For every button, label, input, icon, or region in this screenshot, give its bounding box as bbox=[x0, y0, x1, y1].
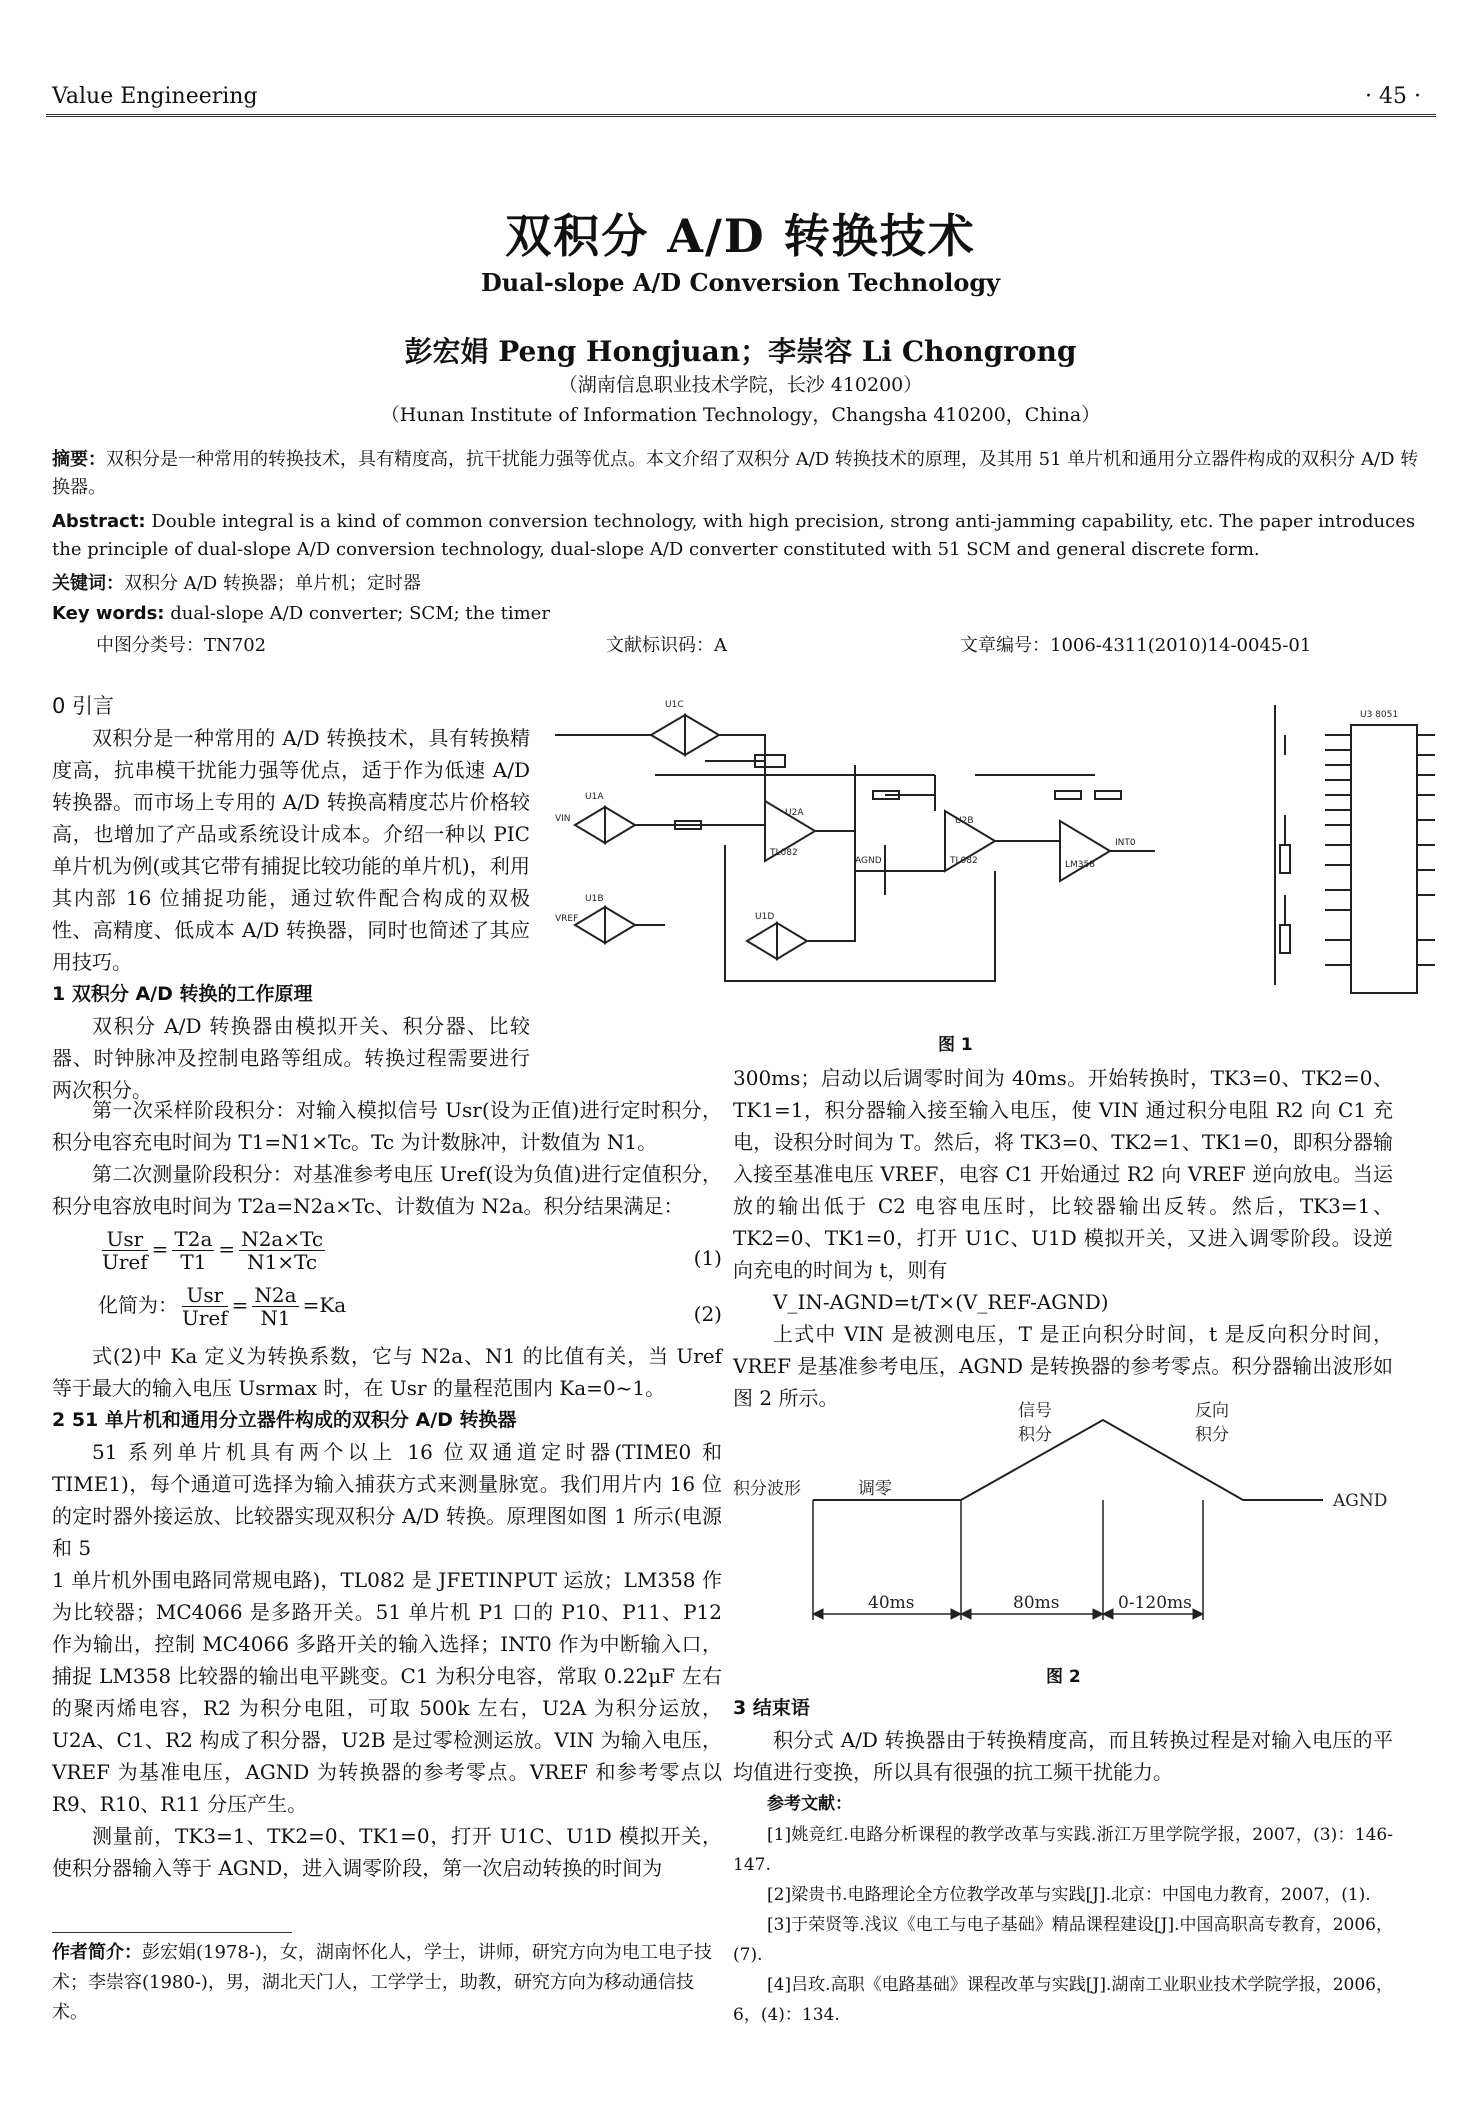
paragraph-second-integration: 第二次测量阶段积分：对基准参考电压 Uref(设为负值)进行定值积分，积分电容放电时间为 T2a=N2a×Tc、计数值为 N2a。积分结果满足： bbox=[52, 1162, 722, 1218]
u1d-switch bbox=[747, 923, 777, 959]
label-80ms: 80ms bbox=[1013, 1593, 1060, 1613]
paragraph-intro: 双积分是一种常用的 A/D 转换技术，具有转换精度高，抗串模干扰能力强等优点，适于作为低速 A/D 转换器。而市场上专用的 A/D 转换高精度芯片价格较高，也增加了产品或系统设计成本。介绍一种以 PIC 单片机为例(或其它带有捕捉比较功能的单片机)，利用其内部 16 位捕捉功能，通过软件配合构成的双极性、高精度、低成本 A/D 转换器，同时也简述了其应用技巧。 bbox=[52, 726, 530, 974]
paragraph-principle: 双积分 A/D 转换器由模拟开关、积分器、比较器、时钟脉冲及控制电路等组成。转换过程需要进行两次积分。 bbox=[52, 1014, 530, 1102]
eq1-frac-1 bbox=[102, 1228, 148, 1273]
label-int0: INT0 bbox=[1115, 838, 1136, 848]
eq1-num-3: N2a×Tc bbox=[241, 1227, 324, 1251]
reference-item: [3]于荣贤等.浅议《电工与电子基础》精品课程建设[J].中国高职高专教育，2006，(7). bbox=[733, 1915, 1393, 1965]
paragraph-conversion: 300ms；启动以后调零时间为 40ms。开始转换时，TK3=0、TK2=0、TK1=1，积分器输入接至输入电压，使 VIN 通过积分电阻 R2 向 C1 充电，设积分时间为 T。然后，将 TK3=0、TK2=1、TK1=0，即积分器输入接至基准电压 VREF，电容 C1 开始通过 R2 向 VREF 逆向放电。当运放的输出低于 C2 电容电压时，比较器输出反转。然后，TK3=1、TK2=0、TK1=0，打开 U1C、U1D 模拟开关，又进入调零阶段。设逆向充电的时间为 t，则有 bbox=[733, 1066, 1393, 1282]
resistor-r10 bbox=[1280, 925, 1290, 953]
abstract-cn-label: 摘要： bbox=[52, 449, 106, 470]
affiliation-en: （Hunan Institute of Information Technology，Changsha 410200，China） bbox=[380, 404, 1101, 426]
label-zeroing: 调零 bbox=[858, 1479, 892, 1499]
reference-list bbox=[733, 1820, 1393, 2030]
label-u3: U3 8051 bbox=[1360, 710, 1399, 720]
keywords-en-label: Key words: bbox=[52, 603, 165, 624]
section-2-heading: 2 51 单片机和通用分立器件构成的双积分 A/D 转换器 bbox=[52, 1409, 517, 1431]
label-40ms: 40ms bbox=[868, 1593, 915, 1613]
reference-item: [4]吕玫.高职《电路基础》课程改革与实践[J].湖南工业职业技术学院学报，2006，6，(4)：134. bbox=[733, 1975, 1393, 2025]
paragraph-symbols: 上式中 VIN 是被测电压，T 是正向积分时间，t 是反向积分时间，VREF 是基准参考电压，AGND 是转换器的参考零点。积分器输出波形如图 2 所示。 bbox=[733, 1322, 1393, 1410]
journal-name: Value Engineering bbox=[52, 84, 258, 109]
section-0-heading: 0 引言 bbox=[52, 694, 115, 718]
label-u2a: U2A bbox=[785, 808, 804, 818]
label-lm358: LM358 bbox=[1065, 860, 1095, 870]
keywords-en-text: dual-slope A/D converter; SCM; the timer bbox=[170, 603, 550, 624]
keywords-cn bbox=[52, 570, 1432, 598]
eq2-num-2: N2a bbox=[254, 1283, 297, 1307]
equation-3: V_IN-AGND=t/T×(V_REF-AGND) bbox=[773, 1290, 1109, 1314]
equation-1-number: (1) bbox=[693, 1246, 722, 1270]
page-number: · 45 · bbox=[1365, 84, 1421, 109]
paper-title-en: Dual-slope A/D Conversion Technology bbox=[480, 268, 1001, 297]
chip-8051 bbox=[1351, 725, 1417, 993]
authors: 彭宏娟 Peng Hongjuan；李崇容 Li Chongrong bbox=[404, 335, 1077, 368]
eq2-frac-2 bbox=[252, 1284, 298, 1329]
u1c-switch bbox=[651, 715, 685, 755]
label-u1a: U1A bbox=[585, 792, 604, 802]
label-signal-integral: 信号积分 bbox=[1018, 1401, 1052, 1445]
u1a-switch bbox=[575, 807, 605, 843]
eq2-prefix: 化简为： bbox=[98, 1293, 178, 1317]
reference-item: [2]梁贵书.电路理论全方位教学改革与实践[J].北京：中国电力教育，2007，(1). bbox=[767, 1885, 1371, 1905]
label-0-120ms: 0-120ms bbox=[1118, 1593, 1192, 1613]
figure-2-caption: 图 2 bbox=[1046, 1667, 1081, 1687]
label-vref: VREF bbox=[555, 914, 579, 924]
figure-2-waveform bbox=[733, 1401, 1393, 1660]
eq2-frac-1 bbox=[182, 1284, 228, 1329]
paragraph-first-integration: 第一次采样阶段积分：对输入模拟信号 Usr(设为正值)进行定时积分，积分电容充电时间为 T1=N1×Tc。Tc 为计数脉冲，计数值为 N1。 bbox=[52, 1098, 722, 1154]
eq1-num-2: T2a bbox=[174, 1227, 213, 1251]
label-tl082-b: TL082 bbox=[950, 856, 978, 866]
reference-item: [1]姚竞红.电路分析课程的教学改革与实践.浙江万里学院学报，2007，(3)：146-147. bbox=[733, 1825, 1393, 1875]
label-u2b: U2B bbox=[955, 816, 974, 826]
keywords-en bbox=[52, 600, 1432, 628]
footnote-label: 作者简介： bbox=[52, 1942, 142, 1963]
keywords-cn-label: 关键词： bbox=[52, 573, 124, 594]
keywords-cn-text: 双积分 A/D 转换器；单片机；定时器 bbox=[124, 573, 421, 594]
class-number: 中图分类号：TN702 bbox=[96, 635, 267, 656]
resistor-r7 bbox=[1055, 791, 1081, 799]
paragraph-conclusion: 积分式 A/D 转换器由于转换精度高，而且转换过程是对输入电压的平均值进行变换，所以具有很强的抗工频干扰能力。 bbox=[733, 1728, 1393, 1784]
paragraph-51-timers: 51 系列单片机具有两个以上 16 位双通道定时器(TIME0 和 TIME1)，每个通道可选择为输入捕获方式来测量脉宽。我们用片内 16 位的定时器外接运放、比较器实现双积分 A/D 转换。原理图如图 1 所示(电源和 5 bbox=[52, 1440, 722, 1560]
label-u1b: U1B bbox=[585, 894, 604, 904]
u1b-switch bbox=[575, 907, 605, 943]
right-column-top bbox=[733, 1062, 1393, 1414]
abstract-en bbox=[52, 508, 1432, 564]
label-u1c: U1C bbox=[665, 700, 684, 710]
label-tl082-a: TL082 bbox=[770, 848, 798, 858]
equation-2-number: (2) bbox=[693, 1302, 722, 1326]
eq1-den-3: N1×Tc bbox=[247, 1250, 318, 1274]
resistor-r8 bbox=[1095, 791, 1121, 799]
references-heading: 参考文献： bbox=[767, 1794, 852, 1814]
eq1-frac-3 bbox=[239, 1228, 325, 1273]
abstract-en-text: Double integral is a kind of common conversion technology, with high precision, strong anti-jamming capability, etc. The paper introduces the principle of dual-slope A/D conversion technology, dual-slope A/D converter constituted with 51 SCM and general discrete form. bbox=[52, 511, 1416, 560]
label-agnd-line: AGND bbox=[1333, 1491, 1388, 1511]
equation-1: $\frac{\text{Usr}}{\text{Uref}}$ = $\frac{T2a}{T1}$ = $\frac{N2a\times Tc}{N1\times Tc}$ (1) bbox=[102, 1227, 722, 1274]
paragraph-circuit: 1 单片机外围电路同常规电路)，TL082 是 JFETINPUT 运放；LM358 作为比较器；MC4066 是多路开关。51 单片机 P1 口的 P10、P11、P12 作为输出，控制 MC4066 多路开关的输入选择；INT0 作为中断输入口，捕捉 LM358 比较器的输出电平跳变。C1 为积分电容，常取 0.22μF 左右的聚丙烯电容，R2 为积分电阻，可取 500k 左右，U2A 为积分运放，U2A、C1、R2 构成了积分器，U2B 是过零检测运放。VIN 为输入电压，VREF 为基准电压，AGND 为转换器的参考零点。VREF 和参考零点以 R9、R10、R11 分压产生。 bbox=[52, 1568, 722, 1816]
label-reverse-integral: 反向积分 bbox=[1195, 1401, 1229, 1445]
label-u1d: U1D bbox=[755, 912, 775, 922]
header-rule bbox=[46, 114, 1436, 117]
resistor-r9 bbox=[1280, 845, 1290, 873]
right-column-bottom bbox=[733, 1692, 1393, 2030]
article-number: 文章编号：1006-4311(2010)14-0045-01 bbox=[960, 635, 1312, 656]
section-3-heading: 3 结束语 bbox=[733, 1697, 810, 1719]
label-vin: VIN bbox=[555, 814, 571, 824]
left-column-mid bbox=[52, 1094, 722, 1884]
label-agnd: AGND bbox=[855, 856, 882, 866]
abstract-cn bbox=[52, 446, 1432, 502]
affiliation-cn: （湖南信息职业技术学院，长沙 410200） bbox=[558, 374, 923, 396]
paper-title: 双积分 A/D 转换技术 bbox=[505, 209, 976, 263]
eq1-den-2: T1 bbox=[180, 1250, 207, 1274]
figure-1-schematic bbox=[555, 695, 1435, 1005]
paragraph-measure: 测量前，TK3=1、TK2=0、TK1=0，打开 U1C、U1D 模拟开关，使积分器输入等于 AGND，进入调零阶段，第一次启动转换的时间为 bbox=[52, 1824, 722, 1880]
eq2-den-2: N1 bbox=[260, 1306, 291, 1330]
footnote-text: 彭宏娟(1978-)，女，湖南怀化人，学士，讲师，研究方向为电工电子技术；李崇容(1980-)，男，湖北天门人，工学学士，助教，研究方向为移动通信技术。 bbox=[52, 1942, 712, 2023]
paragraph-ka: 式(2)中 Ka 定义为转换系数，它与 N2a、N1 的比值有关，当 Uref 等于最大的输入电压 Usrmax 时，在 Usr 的量程范围内 Ka=0~1。 bbox=[52, 1344, 722, 1400]
abstract-cn-text: 双积分是一种常用的转换技术，具有精度高，抗干扰能力强等优点。本文介绍了双积分 A/D 转换技术的原理，及其用 51 单片机和通用分立器件构成的双积分 A/D 转换器。 bbox=[52, 449, 1419, 498]
u1b-comparator bbox=[1060, 821, 1110, 881]
equation-2: 化简为： $\frac{\text{Usr}}{\text{Uref}}$ = $\frac{N2a}{N1}$ =Ka (2) bbox=[98, 1283, 722, 1330]
footnote-rule bbox=[52, 1932, 292, 1933]
abstract-en-label: Abstract: bbox=[52, 511, 146, 532]
eq1-num-1: Usr bbox=[102, 1228, 148, 1251]
eq1-frac-2 bbox=[172, 1228, 214, 1273]
author-bio bbox=[52, 1938, 722, 2028]
eq2-den-1: Uref bbox=[182, 1306, 228, 1330]
eq1-den-1: Uref bbox=[102, 1250, 148, 1274]
label-integral-waveform: 积分波形 bbox=[733, 1479, 801, 1499]
eq2-num-1: Usr bbox=[182, 1284, 228, 1307]
doc-code: 文献标识码：A bbox=[606, 635, 727, 656]
eq2-rhs: =Ka bbox=[302, 1293, 347, 1317]
section-1-heading: 1 双积分 A/D 转换的工作原理 bbox=[52, 983, 313, 1005]
figure-1-caption: 图 1 bbox=[938, 1035, 973, 1055]
